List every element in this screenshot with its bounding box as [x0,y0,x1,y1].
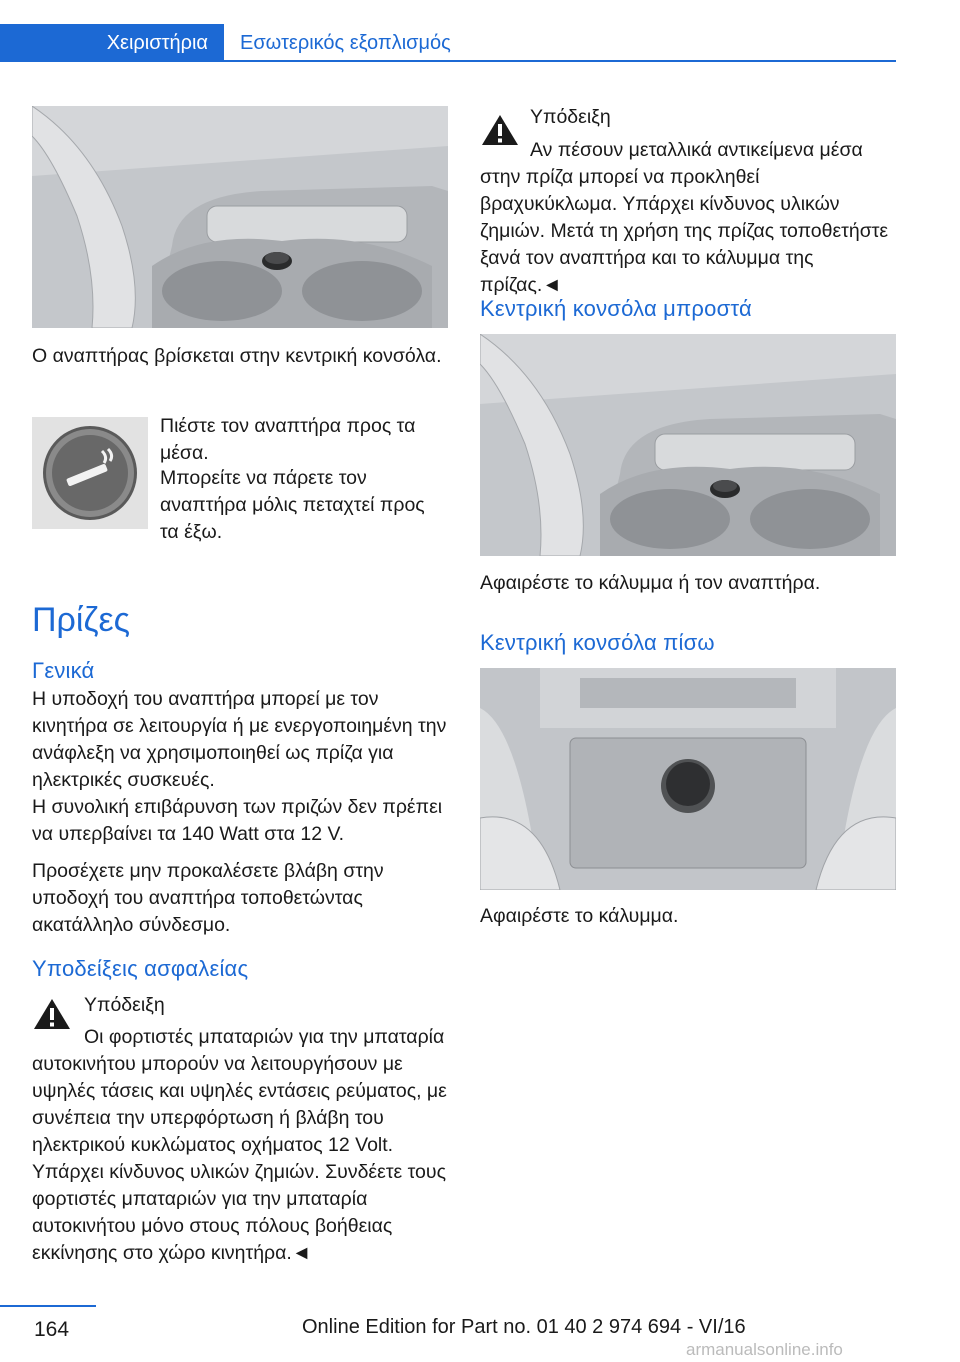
lighter-symbol-image [32,417,148,529]
lighter-location-caption: Ο αναπτήρας βρίσκεται στην κεντρική κονσόλα. [32,345,442,367]
watermark: armanualsonline.info [686,1340,843,1359]
header-rule [224,60,896,62]
lighter-push-instruction: Πιέστε τον αναπτήρα προς τα μέσα. [160,415,416,464]
rear-console-heading: Κεντρική κονσόλα πίσω [480,630,715,655]
general-paragraph-3: Προσέχετε μην προκαλέσετε βλάβη στην υποδοχή του αναπτήρα τοποθετώντας ακατάλληλο σύνδεσμο. [32,860,384,936]
header-bar [0,0,960,64]
sockets-heading: Πρίζες [32,601,130,639]
front-console-heading: Κεντρική κονσόλα μπροστά [480,296,752,321]
rear-console-caption: Αφαιρέστε το κάλυμμα. [480,905,679,927]
safety-note-text: Οι φορτιστές μπαταριών για την μπαταρία αυτοκινήτου μπορούν να λειτουργήσουν με υψηλές τάσεις και υψηλές εντάσεις ρεύματος, με συνέπεια την υπερφόρτωση ή βλάβη του ηλεκτρικού κυκλώματος οχήματος 12 Volt. Υπάρχει κίνδυνος υλικών ζημιών. Συνδέετε τους φορτιστές μπαταριών για την μπαταρία αυτοκινήτου μόνο στους πόλους βοήθειας εκκίνησης στο χώρο κινητήρα.◄ [32,1026,447,1264]
general-paragraph-2: Η συνολική επιβάρυνση των πριζών δεν πρέπει να υπερβαίνει τα 140 Watt στα 12 V. [32,796,443,845]
lighter-remove-instruction: Μπορείτε να πάρετε τον αναπτήρα μόλις πεταχτεί προς τα έξω. [160,467,425,543]
front-console-caption: Αφαιρέστε το κάλυμμα ή τον αναπτήρα. [480,572,821,594]
page-number-rule [0,1305,96,1307]
socket-note-text: Αν πέσουν μεταλλικά αντικείμενα μέσα στην πρίζα μπορεί να προκληθεί βραχυκύκλωμα. Υπάρχει κίνδυνος υλικών ζημιών. Μετά τη χρήση της πρίζας τοποθετήστε ξανά τον αναπτήρα και το κάλυμμα της πρίζας.◄ [480,139,889,296]
tab-interior-equipment[interactable]: Εσωτερικός εξοπλισμός [240,32,451,54]
rear-console-photo [480,668,896,890]
safety-subheading: Υποδείξεις ασφαλείας [32,956,249,981]
general-paragraph-1: Η υποδοχή του αναπτήρα μπορεί με τον κινητήρα σε λειτουργία ή με ενεργοποιημένη την ανάφλεξη να χρησιμοποιηθεί ως πρίζα για ηλεκτρικές συσκευές. [32,688,447,791]
general-subheading: Γενικά [32,658,95,683]
edition-footer: Online Edition for Part no. 01 40 2 974 694 - VI/16 [302,1316,746,1338]
page-number: 164 [34,1318,70,1341]
console-lighter-photo [32,106,448,328]
safety-note-title: Υπόδειξη [84,994,165,1016]
front-console-photo [480,334,896,556]
tab-controls[interactable]: Χειριστήρια [0,24,224,62]
socket-note-title: Υπόδειξη [530,106,611,128]
